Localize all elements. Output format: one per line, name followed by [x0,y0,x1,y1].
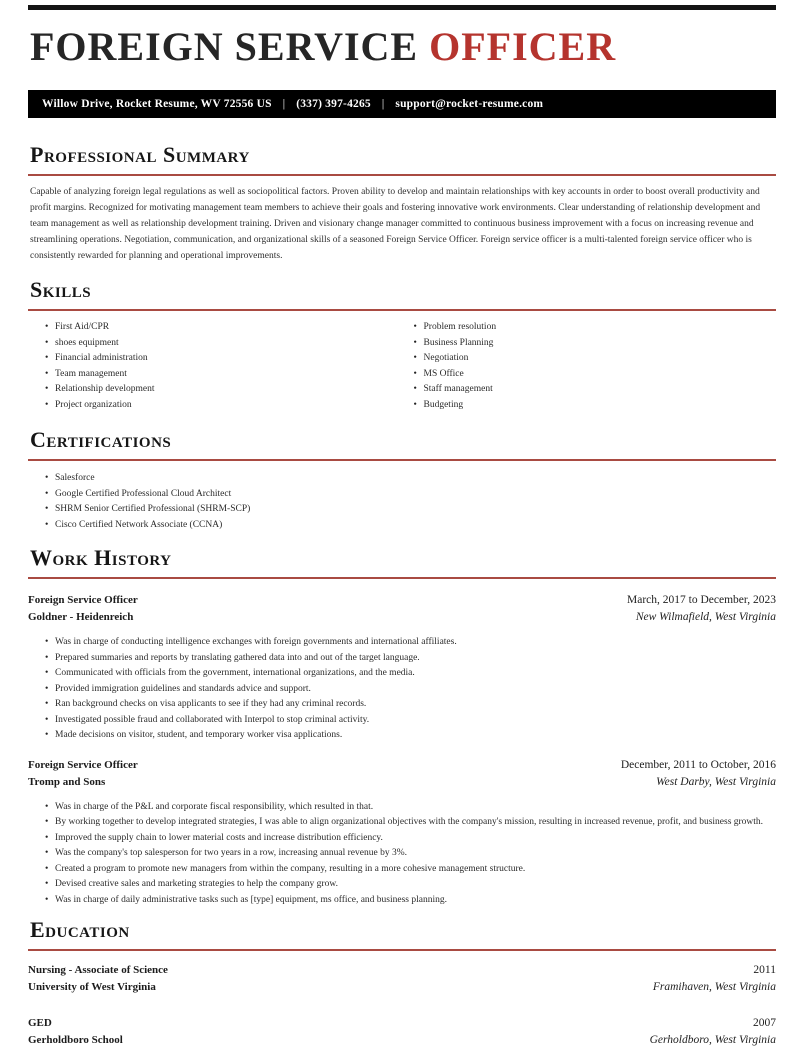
job-bullet: • Provided immigration guidelines and standards advice and support. [55,682,776,698]
job-bullet: • By working together to develop integrated strategies, I was able to align organizational objectives with the company's mission, resulting in increased revenue, profit, and business growth. [55,815,776,831]
job-company-row [28,774,776,791]
certification-item: • Cisco Certified Network Associate (CCNA) [55,518,776,534]
jobs-list [28,592,776,908]
job-bullet: • Communicated with officials from the government, international organizations, and the media. [55,666,776,682]
heading-text: Skills [30,277,92,302]
section-education [28,918,776,1049]
heading-text: Education [30,917,130,942]
skill-item: • Relationship development [55,382,408,398]
job-dates: December, 2011 to October, 2016 [620,758,776,771]
job-entry [28,757,776,909]
certification-item: • SHRM Senior Certified Professional (SHRM-SCP) [55,502,776,518]
skill-item: • Business Planning [424,336,777,352]
job-company-row [28,609,776,626]
job-bullet: • Was the company's top salesperson for two years in a row, increasing annual revenue by 3%. [55,846,776,862]
job-bullet: • Prepared summaries and reports by translating gathered data into and out of the target language. [55,651,776,667]
job-dates: March, 2017 to December, 2023 [627,594,776,606]
skill-item: • Problem resolution [424,320,777,336]
page-title [30,24,776,70]
job-bullet: • Made decisions on visitor, student, and temporary worker visa applications. [55,728,776,744]
certification-item: • Google Certified Professional Cloud Architect [55,487,776,503]
education-year: 2011 [753,964,776,976]
education-degree: Nursing - Associate of Science [28,964,168,976]
section-certifications [28,428,776,533]
skill-item: • shoes equipment [55,336,408,352]
education-degree-row [28,1015,776,1032]
skill-item: • Team management [55,367,408,383]
job-title-row [28,592,776,609]
job-title-row [28,757,776,774]
job-title: Foreign Service Officer [28,594,138,606]
section-work-history [28,546,776,908]
education-year: 2007 [753,1017,776,1029]
job-bullet: • Ran background checks on visa applicants to see if they had any criminal records. [55,697,776,713]
contact-bar [28,90,776,118]
job-bullet: • Created a program to promote new managers from within the company, resulting in a more cohesive management structure. [55,862,776,878]
contact-separator: | [381,98,385,110]
heading-text: Work History [30,545,172,570]
skill-item: • MS Office [424,367,777,383]
heading-professional-summary [28,143,776,176]
skill-item: • Staff management [424,382,777,398]
education-list [28,962,776,1049]
education-school: Gerholdboro School [28,1034,123,1046]
heading-text: Professional Summary [30,142,250,167]
job-title: Foreign Service Officer [28,758,138,771]
skill-item: • Budgeting [424,398,777,414]
education-location: Framihaven, West Virginia [652,981,776,993]
job-bullet: • Was in charge of daily administrative tasks such as [type] equipment, ms office, and business planning. [55,893,776,909]
job-bullet: • Investigated possible fraud and collaborated with Interpol to stop criminal activity. [55,713,776,729]
top-rule [28,5,776,10]
job-location: New Wilmafield, West Virginia [635,611,776,623]
heading-text: Certifications [30,427,172,452]
job-entry [28,592,776,744]
section-skills [28,278,776,413]
certifications-list [28,471,776,533]
skills-list-right [408,320,777,413]
page-title-primary: FOREIGN SERVICE [30,24,419,69]
skills-list-left [28,320,408,413]
certification-item: • Salesforce [55,471,776,487]
heading-education [28,918,776,951]
skills-columns [28,320,776,413]
job-bullet: • Improved the supply chain to lower material costs and increase distribution efficiency. [55,831,776,847]
job-location: West Darby, West Virginia [656,775,776,788]
skill-item: • Financial administration [55,351,408,367]
contact-separator: | [282,98,286,110]
job-bullet: • Was in charge of conducting intelligence exchanges with foreign governments and international affiliates. [55,635,776,651]
heading-work-history [28,546,776,579]
skill-item: • Project organization [55,398,408,414]
summary-paragraph: Capable of analyzing foreign legal regulations as well as sociopolitical factors. Proven ability to develop and maintain relationships with key accounts in order to boost overall productivity and profit margins. Recognized for motivating management team members to achieve their goals and fostering innovative work environments. Clear understanding of relationship development and team management as well as relationship development training. Driven and visionary change manager committed to continuous business improvement with a focus on increasing revenue and streamlining operations. Negotiation, communication, and organizational skills of a seasoned Foreign Service Officer. Foreign service officer is a multi-talented foreign service officer who is consistently rewarded for planning and operational improvements. [30,187,761,261]
contact-email: support@rocket-resume.com [395,98,544,110]
education-school-row [28,979,776,996]
job-company: Goldner - Heidenreich [28,611,134,623]
contact-address: Willow Drive, Rocket Resume, WV 72556 US [42,98,272,110]
skill-item: • First Aid/CPR [55,320,408,336]
job-bullet: • Was in charge of the P&L and corporate fiscal responsibility, which resulted in that. [55,800,776,816]
education-entry [28,1015,776,1049]
heading-certifications [28,428,776,461]
job-bullets [28,635,776,744]
education-school: University of West Virginia [28,981,156,993]
heading-skills [28,278,776,311]
education-degree-row [28,962,776,979]
contact-phone: (337) 397-4265 [296,98,371,110]
job-bullet: • Devised creative sales and marketing strategies to help the company grow. [55,877,776,893]
education-degree: GED [28,1017,52,1029]
page-title-accent: OFFICER [429,24,617,69]
job-company: Tromp and Sons [28,775,106,788]
section-professional-summary [28,143,776,264]
education-entry [28,962,776,996]
job-bullets [28,800,776,909]
skill-item: • Negotiation [424,351,777,367]
education-location: Gerholdboro, West Virginia [649,1034,776,1046]
resume-page [0,5,800,1049]
